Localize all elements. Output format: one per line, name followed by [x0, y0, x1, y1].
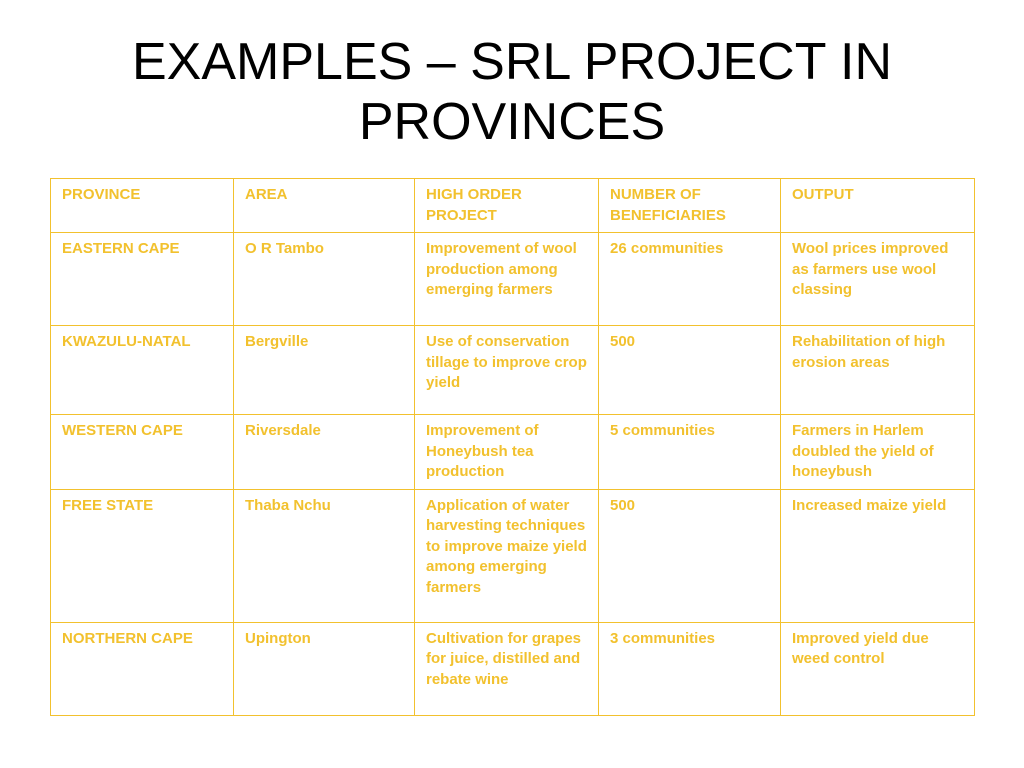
cell-province: KWAZULU-NATAL: [51, 326, 234, 415]
projects-table: [50, 178, 975, 716]
cell-province: EASTERN CAPE: [51, 233, 234, 326]
cell-area: O R Tambo: [234, 233, 415, 326]
projects-table-container: [50, 178, 974, 716]
slide-title-line-1: EXAMPLES – SRL PROJECT IN: [131, 33, 893, 91]
header-area: AREA: [234, 179, 415, 233]
header-high-order-project: HIGH ORDER PROJECT: [415, 179, 599, 233]
header-output: OUTPUT: [781, 179, 975, 233]
cell-output: Increased maize yield: [781, 489, 975, 622]
cell-output: Improved yield due weed control: [781, 622, 975, 715]
table-row: [51, 233, 975, 326]
cell-output: Farmers in Harlem doubled the yield of honeybush: [781, 415, 975, 490]
cell-area: Thaba Nchu: [234, 489, 415, 622]
cell-beneficiaries: 500: [599, 326, 781, 415]
cell-beneficiaries: 500: [599, 489, 781, 622]
cell-province: FREE STATE: [51, 489, 234, 622]
header-province: PROVINCE: [51, 179, 234, 233]
table-row: [51, 326, 975, 415]
header-number-of-beneficiaries: NUMBER OF BENEFICIARIES: [599, 179, 781, 233]
slide-title: [0, 32, 1024, 152]
cell-province: WESTERN CAPE: [51, 415, 234, 490]
table-header-row: [51, 179, 975, 233]
cell-beneficiaries: 26 communities: [599, 233, 781, 326]
cell-output: Wool prices improved as farmers use wool classing: [781, 233, 975, 326]
table-row: [51, 489, 975, 622]
slide-title-line-2: PROVINCES: [358, 93, 666, 151]
table-row: [51, 415, 975, 490]
table-row: [51, 622, 975, 715]
cell-project: Improvement of Honeybush tea production: [415, 415, 599, 490]
cell-project: Use of conservation tillage to improve crop yield: [415, 326, 599, 415]
cell-area: Bergville: [234, 326, 415, 415]
cell-output: Rehabilitation of high erosion areas: [781, 326, 975, 415]
cell-project: Application of water harvesting techniques to improve maize yield among emerging farmers: [415, 489, 599, 622]
cell-project: Cultivation for grapes for juice, distilled and rebate wine: [415, 622, 599, 715]
cell-beneficiaries: 5 communities: [599, 415, 781, 490]
cell-area: Riversdale: [234, 415, 415, 490]
cell-project: Improvement of wool production among emerging farmers: [415, 233, 599, 326]
cell-province: NORTHERN CAPE: [51, 622, 234, 715]
cell-beneficiaries: 3 communities: [599, 622, 781, 715]
cell-area: Upington: [234, 622, 415, 715]
